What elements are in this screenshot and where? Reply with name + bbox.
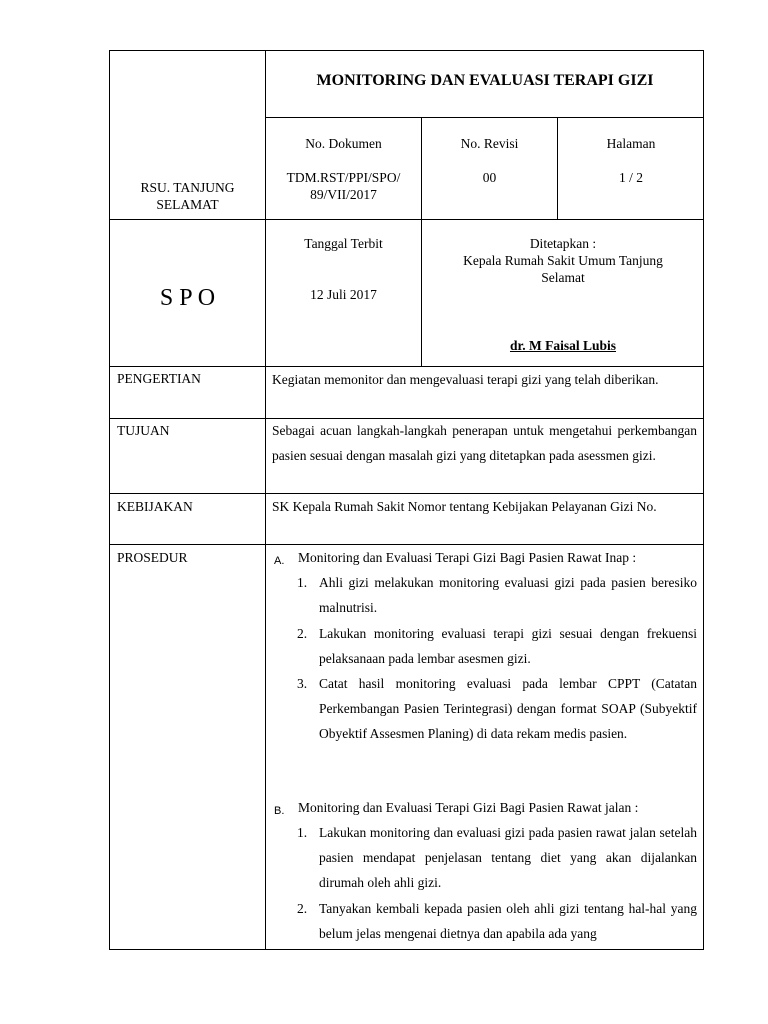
page-label: Halaman (606, 136, 656, 151)
rule-revisi-right (557, 117, 558, 219)
pengertian-text: Kegiatan memonitor dan mengevaluasi terapi gizi yang telah diberikan. (272, 372, 659, 387)
approved-by-line1: Kepala Rumah Sakit Umum Tanjung (463, 253, 663, 268)
prosedur-a-title: Monitoring dan Evaluasi Terapi Gizi Bagi Pasien Rawat Inap : (298, 550, 637, 565)
issue-date-value: 12 Juli 2017 (310, 287, 377, 302)
doc-number-line2: 89/VII/2017 (310, 187, 377, 202)
list-number: 2. (297, 901, 308, 916)
tujuan-label: TUJUAN (117, 423, 170, 438)
list-item-text: Lakukan monitoring evaluasi terapi gizi sesuai dengan frekuensi pelaksanaan pada lembar asesmen gizi. (319, 626, 697, 666)
prosedur-a-marker: A. (274, 555, 285, 567)
kebijakan-label: KEBIJAKAN (117, 499, 193, 514)
prosedur-b-title: Monitoring dan Evaluasi Terapi Gizi Bagi Pasien Rawat jalan : (298, 800, 639, 815)
list-number: 2. (297, 626, 308, 641)
kebijakan-text: SK Kepala Rumah Sakit Nomor tentang Kebijakan Pelayanan Gizi No. (272, 499, 657, 514)
spo-label: S P O (159, 285, 216, 311)
hospital-name-line1: RSU. TANJUNG (140, 180, 235, 195)
approved-label: Ditetapkan : (529, 236, 597, 251)
prosedur-label: PROSEDUR (117, 550, 188, 565)
page-value: 1 / 2 (618, 170, 643, 185)
list-item-text: Lakukan monitoring dan evaluasi gizi pada pasien rawat jalan setelah pasien mendapat penjelasan tentang diet yang akan dijalankan dirumah oleh ahli gizi. (319, 825, 697, 890)
list-item-text: Tanyakan kembali kepada pasien oleh ahli gizi tentang hal-hal yang belum jelas mengenai dietnya dan apabila ada yang (319, 901, 697, 941)
revision-value: 00 (482, 170, 497, 185)
list-item-text: Ahli gizi melakukan monitoring evaluasi gizi pada pasien beresiko malnutrisi. (319, 575, 697, 615)
list-number: 1. (297, 825, 308, 840)
rule-header-bottom (109, 219, 704, 220)
rule-title-bottom (265, 117, 704, 118)
list-number: 3. (297, 676, 308, 691)
tujuan-text: Sebagai acuan langkah-langkah penerapan untuk mengetahui perkembangan pasien sesuai dengan masalah gizi yang ditetapkan pada asessmen gizi. (272, 423, 697, 463)
list-number: 1. (297, 575, 308, 590)
revision-label: No. Revisi (460, 136, 519, 151)
approved-by-line2: Selamat (541, 270, 585, 285)
doc-number-line1: TDM.RST/PPI/SPO/ (286, 170, 401, 185)
pengertian-label: PENGERTIAN (117, 371, 201, 386)
rule-kebijakan-bottom (109, 544, 704, 545)
signatory-name: dr. M Faisal Lubis (509, 338, 617, 353)
document-title: MONITORING DAN EVALUASI TERAPI GIZI (316, 72, 654, 89)
hospital-name-line2: SELAMAT (156, 197, 219, 212)
issue-date-label: Tanggal Terbit (304, 236, 383, 251)
list-item-text: Catat hasil monitoring evaluasi pada lembar CPPT (Catatan Perkembangan Pasien Terintegrasi) dengan format SOAP (Subyektif Obyektif Assesmen Planing) di data rekam medis pasien. (319, 676, 697, 741)
prosedur-b-marker: B. (274, 805, 285, 817)
doc-number-label: No. Dokumen (305, 136, 382, 151)
